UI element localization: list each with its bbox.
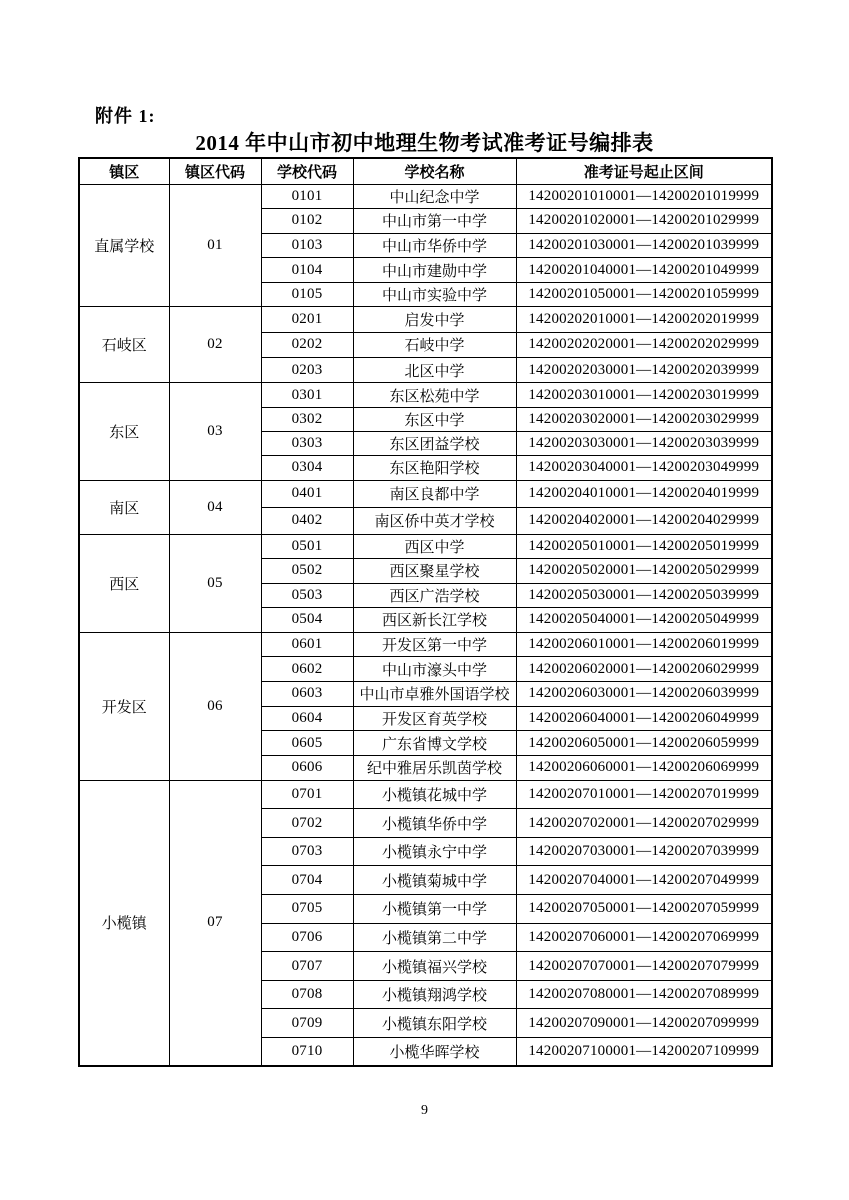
ticket-range-cell: 14200204010001—14200204019999 <box>516 480 772 507</box>
school-name-cell: 启发中学 <box>353 307 516 332</box>
district-code-cell: 04 <box>169 480 261 534</box>
admission-number-table <box>78 157 773 1067</box>
table-row <box>79 534 772 559</box>
school-code-cell: 0402 <box>261 507 353 534</box>
school-code-cell: 0704 <box>261 866 353 895</box>
ticket-range-cell: 14200207040001—14200207049999 <box>516 866 772 895</box>
school-code-cell: 0502 <box>261 559 353 584</box>
school-name-cell: 南区侨中英才学校 <box>353 507 516 534</box>
table-row <box>79 480 772 507</box>
district-cell: 西区 <box>79 534 169 632</box>
ticket-range-cell: 14200206010001—14200206019999 <box>516 632 772 657</box>
school-name-cell: 小榄镇华侨中学 <box>353 809 516 838</box>
school-code-cell: 0101 <box>261 184 353 209</box>
district-cell: 直属学校 <box>79 184 169 307</box>
ticket-range-cell: 14200206040001—14200206049999 <box>516 706 772 731</box>
ticket-range-cell: 14200205030001—14200205039999 <box>516 583 772 608</box>
ticket-range-cell: 14200203040001—14200203049999 <box>516 456 772 480</box>
attachment-label: 附件 1: <box>95 106 156 126</box>
school-name-cell: 小榄华晖学校 <box>353 1038 516 1067</box>
school-name-cell: 西区中学 <box>353 534 516 559</box>
ticket-range-cell: 14200206020001—14200206029999 <box>516 657 772 682</box>
school-code-cell: 0102 <box>261 209 353 234</box>
table-row <box>79 632 772 657</box>
school-code-cell: 0701 <box>261 780 353 809</box>
school-code-cell: 0601 <box>261 632 353 657</box>
ticket-range-cell: 14200207090001—14200207099999 <box>516 1009 772 1038</box>
school-name-cell: 小榄镇翔鸿学校 <box>353 980 516 1009</box>
header-cell-range: 准考证号起止区间 <box>516 158 772 184</box>
ticket-range-cell: 14200206050001—14200206059999 <box>516 731 772 756</box>
table-row <box>79 383 772 407</box>
school-code-cell: 0501 <box>261 534 353 559</box>
school-name-cell: 小榄镇永宁中学 <box>353 837 516 866</box>
school-name-cell: 东区团益学校 <box>353 431 516 455</box>
school-name-cell: 中山市实验中学 <box>353 282 516 307</box>
school-name-cell: 开发区第一中学 <box>353 632 516 657</box>
school-code-cell: 0504 <box>261 608 353 633</box>
ticket-range-cell: 14200206060001—14200206069999 <box>516 755 772 780</box>
ticket-range-cell: 14200201020001—14200201029999 <box>516 209 772 234</box>
table-body <box>79 184 772 1066</box>
school-code-cell: 0203 <box>261 358 353 383</box>
school-name-cell: 西区新长江学校 <box>353 608 516 633</box>
ticket-range-cell: 14200203030001—14200203039999 <box>516 431 772 455</box>
page-number: 9 <box>421 1103 428 1118</box>
school-name-cell: 开发区育英学校 <box>353 706 516 731</box>
school-name-cell: 南区良都中学 <box>353 480 516 507</box>
school-code-cell: 0703 <box>261 837 353 866</box>
school-code-cell: 0605 <box>261 731 353 756</box>
ticket-range-cell: 14200201040001—14200201049999 <box>516 258 772 283</box>
school-name-cell: 北区中学 <box>353 358 516 383</box>
district-code-cell: 01 <box>169 184 261 307</box>
ticket-range-cell: 14200207060001—14200207069999 <box>516 923 772 952</box>
table-row <box>79 184 772 209</box>
page-title: 2014 年中山市初中地理生物考试准考证号编排表 <box>195 131 654 155</box>
ticket-range-cell: 14200203020001—14200203029999 <box>516 407 772 431</box>
school-code-cell: 0706 <box>261 923 353 952</box>
school-name-cell: 东区松苑中学 <box>353 383 516 407</box>
school-name-cell: 西区广浩学校 <box>353 583 516 608</box>
ticket-range-cell: 14200207020001—14200207029999 <box>516 809 772 838</box>
ticket-range-cell: 14200203010001—14200203019999 <box>516 383 772 407</box>
school-name-cell: 中山纪念中学 <box>353 184 516 209</box>
school-code-cell: 0103 <box>261 233 353 258</box>
district-code-cell: 02 <box>169 307 261 383</box>
district-code-cell: 03 <box>169 383 261 480</box>
header-cell-district: 镇区 <box>79 158 169 184</box>
school-name-cell: 纪中雅居乐凯茵学校 <box>353 755 516 780</box>
school-code-cell: 0606 <box>261 755 353 780</box>
district-cell: 南区 <box>79 480 169 534</box>
district-code-cell: 07 <box>169 780 261 1066</box>
header-cell-school-code: 学校代码 <box>261 158 353 184</box>
school-code-cell: 0105 <box>261 282 353 307</box>
school-name-cell: 东区艳阳学校 <box>353 456 516 480</box>
school-name-cell: 中山市濠头中学 <box>353 657 516 682</box>
school-name-cell: 中山市建勋中学 <box>353 258 516 283</box>
ticket-range-cell: 14200207100001—14200207109999 <box>516 1038 772 1067</box>
school-code-cell: 0709 <box>261 1009 353 1038</box>
ticket-range-cell: 14200205010001—14200205019999 <box>516 534 772 559</box>
school-name-cell: 中山市华侨中学 <box>353 233 516 258</box>
school-name-cell: 石岐中学 <box>353 332 516 357</box>
school-code-cell: 0104 <box>261 258 353 283</box>
ticket-range-cell: 14200204020001—14200204029999 <box>516 507 772 534</box>
school-code-cell: 0401 <box>261 480 353 507</box>
district-code-cell: 05 <box>169 534 261 632</box>
ticket-range-cell: 14200201030001—14200201039999 <box>516 233 772 258</box>
table-row <box>79 307 772 332</box>
ticket-range-cell: 14200207080001—14200207089999 <box>516 980 772 1009</box>
ticket-range-cell: 14200207050001—14200207059999 <box>516 895 772 924</box>
school-code-cell: 0707 <box>261 952 353 981</box>
school-code-cell: 0303 <box>261 431 353 455</box>
school-name-cell: 小榄镇福兴学校 <box>353 952 516 981</box>
school-code-cell: 0705 <box>261 895 353 924</box>
school-name-cell: 广东省博文学校 <box>353 731 516 756</box>
school-code-cell: 0304 <box>261 456 353 480</box>
school-code-cell: 0201 <box>261 307 353 332</box>
school-name-cell: 小榄镇花城中学 <box>353 780 516 809</box>
school-code-cell: 0702 <box>261 809 353 838</box>
ticket-range-cell: 14200207010001—14200207019999 <box>516 780 772 809</box>
ticket-range-cell: 14200205020001—14200205029999 <box>516 559 772 584</box>
school-code-cell: 0710 <box>261 1038 353 1067</box>
district-cell: 小榄镇 <box>79 780 169 1066</box>
district-cell: 东区 <box>79 383 169 480</box>
school-name-cell: 东区中学 <box>353 407 516 431</box>
school-code-cell: 0603 <box>261 681 353 706</box>
school-code-cell: 0602 <box>261 657 353 682</box>
ticket-range-cell: 14200205040001—14200205049999 <box>516 608 772 633</box>
school-name-cell: 西区聚星学校 <box>353 559 516 584</box>
ticket-range-cell: 14200202020001—14200202029999 <box>516 332 772 357</box>
header-cell-school-name: 学校名称 <box>353 158 516 184</box>
school-code-cell: 0708 <box>261 980 353 1009</box>
school-name-cell: 小榄镇菊城中学 <box>353 866 516 895</box>
ticket-range-cell: 14200202030001—14200202039999 <box>516 358 772 383</box>
district-cell: 开发区 <box>79 632 169 780</box>
school-name-cell: 小榄镇第一中学 <box>353 895 516 924</box>
school-code-cell: 0301 <box>261 383 353 407</box>
school-name-cell: 小榄镇东阳学校 <box>353 1009 516 1038</box>
district-cell: 石岐区 <box>79 307 169 383</box>
school-code-cell: 0503 <box>261 583 353 608</box>
ticket-range-cell: 14200207030001—14200207039999 <box>516 837 772 866</box>
ticket-range-cell: 14200207070001—14200207079999 <box>516 952 772 981</box>
ticket-range-cell: 14200202010001—14200202019999 <box>516 307 772 332</box>
school-code-cell: 0202 <box>261 332 353 357</box>
ticket-range-cell: 14200201010001—14200201019999 <box>516 184 772 209</box>
ticket-range-cell: 14200201050001—14200201059999 <box>516 282 772 307</box>
school-name-cell: 中山市第一中学 <box>353 209 516 234</box>
school-code-cell: 0604 <box>261 706 353 731</box>
district-code-cell: 06 <box>169 632 261 780</box>
school-name-cell: 小榄镇第二中学 <box>353 923 516 952</box>
table-row <box>79 780 772 809</box>
school-name-cell: 中山市卓雅外国语学校 <box>353 681 516 706</box>
ticket-range-cell: 14200206030001—14200206039999 <box>516 681 772 706</box>
table-header-row <box>79 158 772 184</box>
school-code-cell: 0302 <box>261 407 353 431</box>
header-cell-district-code: 镇区代码 <box>169 158 261 184</box>
